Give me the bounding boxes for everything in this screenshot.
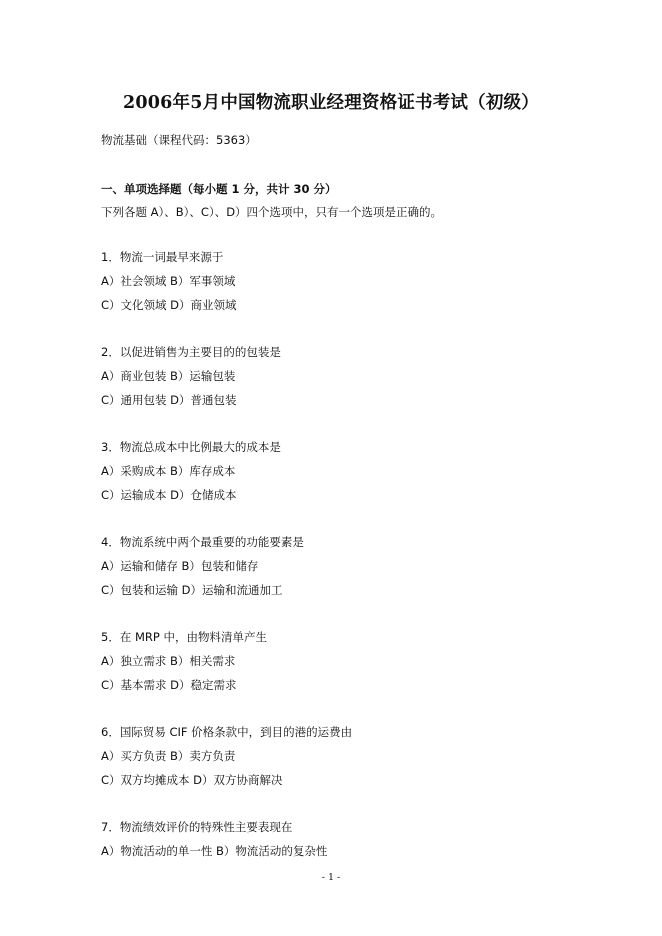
question-item [101,628,571,723]
document-title: 2006年5月中国物流职业经理资格证书考试（初级） [123,93,539,113]
question-options-ab: A）商业包装 B）运输包装 [101,369,236,383]
question-item [101,533,571,628]
question-stem: 6．国际贸易 CIF 价格条款中，到目的港的运费由 [101,725,353,739]
question-options-ab: A）独立需求 B）相关需求 [101,654,236,668]
question-item [101,248,571,343]
course-subtitle: 物流基础（课程代码：5363） [101,133,257,147]
section-instructions: 下列各题 A）、B）、C）、D）四个选项中，只有一个选项是正确的。 [101,205,443,219]
question-options-ab: A）物流活动的单一性 B）物流活动的复杂性 [101,844,328,858]
question-options-ab: A）运输和储存 B）包装和储存 [101,559,259,573]
question-stem: 1．物流一词最早来源于 [101,250,224,264]
question-options-ab: A）采购成本 B）库存成本 [101,464,236,478]
question-stem: 2．以促进销售为主要目的的包装是 [101,345,281,359]
question-options-cd: C）文化领域 D）商业领域 [101,298,237,312]
question-options-cd: C）运输成本 D）仓储成本 [101,488,237,502]
question-options-ab: A）买方负责 B）卖方负责 [101,749,236,763]
question-options-cd: C）双方均摊成本 D）双方协商解决 [101,773,283,787]
question-list [101,248,571,913]
question-stem: 3．物流总成本中比例最大的成本是 [101,440,281,454]
question-item [101,723,571,818]
page-number: - 1 - [321,872,341,883]
question-stem: 7．物流绩效评价的特殊性主要表现在 [101,820,293,834]
question-stem: 5．在 MRP 中，由物料清单产生 [101,630,267,644]
question-item [101,438,571,533]
question-options-cd: C）包装和运输 D）运输和流通加工 [101,583,283,597]
question-item [101,818,571,913]
question-stem: 4．物流系统中两个最重要的功能要素是 [101,535,304,549]
question-options-ab: A）社会领域 B）军事领域 [101,274,236,288]
question-item [101,343,571,438]
question-options-cd: C）通用包装 D）普通包装 [101,393,237,407]
section-heading: 一、单项选择题（每小题 1 分，共计 30 分） [101,182,337,196]
question-options-cd: C）基本需求 D）稳定需求 [101,678,237,692]
